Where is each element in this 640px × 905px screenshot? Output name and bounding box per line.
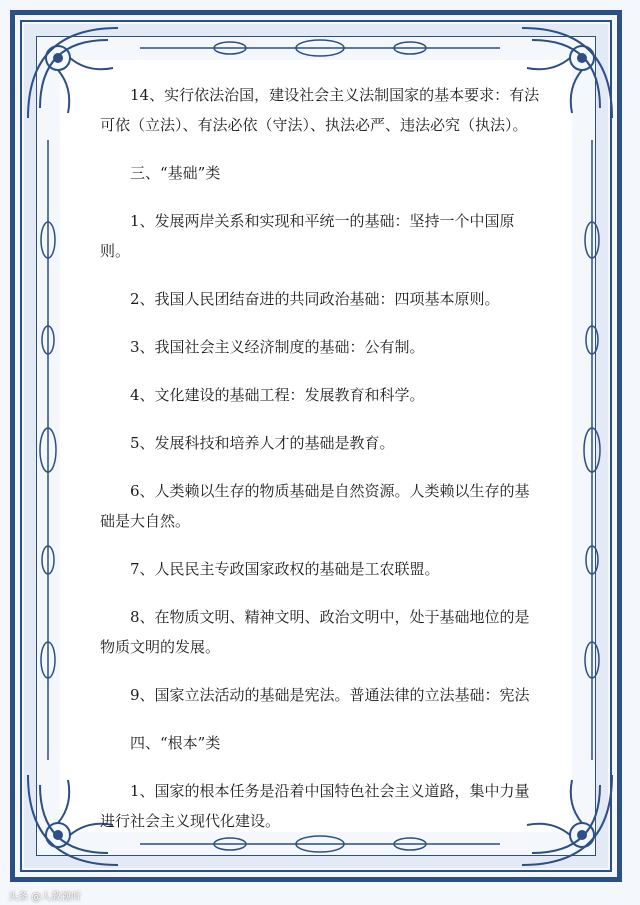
paragraph-basis-4: 4、文化建设的基础工程：发展教育和科学。 [130, 386, 425, 404]
left-side-ornament [36, 140, 60, 760]
section-heading-basis: 三、“基础”类 [130, 164, 221, 182]
paragraph-item-14: 14、实行依法治国，建设社会主义法制国家的基本要求：有法可依（立法）、有法必依（守法）、执法必严、违法必究（执法）。 [100, 86, 540, 134]
paragraph-basis-6: 6、人类赖以生存的物质基础是自然资源。人类赖以生存的基础是大自然。 [100, 482, 530, 530]
right-side-ornament [580, 140, 604, 760]
paragraph-basis-8: 8、在物质文明、精神文明、政治文明中，处于基础地位的是物质文明的发展。 [100, 608, 530, 656]
section-heading-fundamental: 四、“根本”类 [130, 734, 221, 752]
paragraph-basis-5: 5、发展科技和培养人才的基础是教育。 [130, 434, 395, 452]
paragraph-basis-2: 2、我国人民团结奋进的共同政治基础：四项基本原则。 [130, 290, 500, 308]
top-ornament [140, 36, 500, 60]
paragraph-basis-9: 9、国家立法活动的基础是宪法。普通法律的立法基础：宪法 [130, 686, 530, 704]
footer-strip [0, 885, 640, 905]
paragraph-fundamental-1: 1、国家的根本任务是沿着中国特色社会主义道路，集中力量进行社会主义现代化建设。 [100, 782, 530, 830]
paragraph-basis-3: 3、我国社会主义经济制度的基础：公有制。 [130, 338, 425, 356]
watermark: 头条 @人教视听 [8, 892, 82, 903]
paragraph-basis-7: 7、人民民主专政国家政权的基础是工农联盟。 [130, 560, 440, 578]
paragraph-basis-1: 1、发展两岸关系和实现和平统一的基础：坚持一个中国原则。 [100, 212, 515, 260]
document-body [100, 80, 540, 836]
